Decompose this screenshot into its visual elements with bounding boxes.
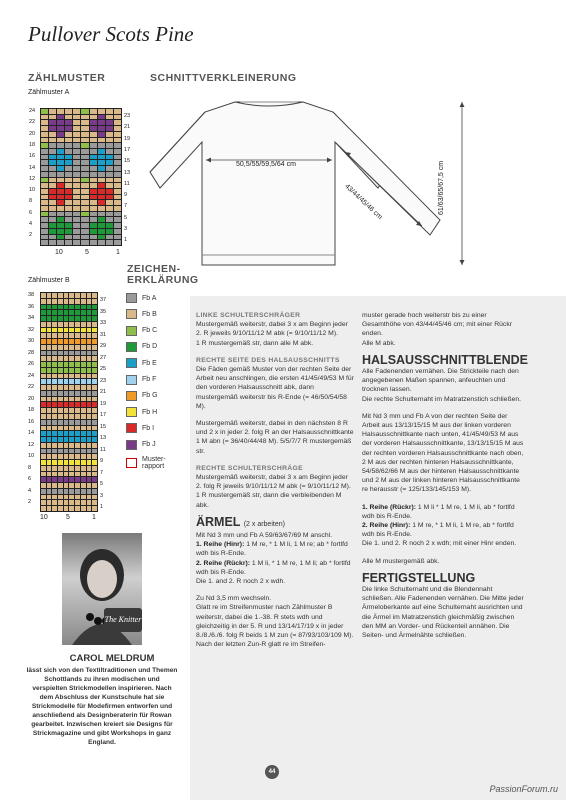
legend-item — [126, 440, 156, 450]
chart-b-col-10: 10 — [40, 514, 48, 521]
finishing-heading: FERTIGSTELLUNG — [362, 570, 476, 585]
row-number: 14 — [28, 430, 35, 436]
sleeve-row1-label: 1. Reihe (Hinr): — [196, 541, 245, 549]
row-number: 26 — [28, 361, 35, 367]
chart-a-col-1: 1 — [116, 249, 120, 256]
row-number: 37 — [100, 297, 107, 303]
sleeve-heading-note: (2 x arbeiten) — [243, 520, 285, 528]
row-number: 3 — [100, 492, 104, 499]
sleeve-bind-off: Alle M abk. — [362, 339, 396, 347]
row-number: 13 — [124, 169, 131, 176]
legend-swatch — [126, 440, 137, 450]
row-number: 19 — [100, 400, 107, 407]
legend-item — [126, 309, 157, 319]
legend-item — [126, 358, 157, 368]
legend-heading-line1: ZEICHEN- — [127, 263, 181, 275]
sleeve-heading-text: ÄRMEL — [196, 514, 241, 529]
legend-item — [126, 456, 166, 470]
row-number: 10 — [28, 453, 35, 459]
row-number: 33 — [100, 320, 107, 326]
legend-item — [126, 293, 156, 303]
sleeve-cast-on: Mit Nd 3 mm und Fb A 59/63/67/69 M anschl. — [196, 532, 333, 540]
instructions-column-1 — [196, 311, 354, 658]
row-number: 17 — [124, 146, 131, 153]
neckband-pickup: Mit Nd 3 mm und Fb A von der rechten Seite der Arbeit aus 13/13/15/15 M aus der linken vorderen Halsausschnittkante nach unten, 41/45/49/53 M aus der vorderen Halsausschnittkante, 13/13/15/15 M aus der rechten vorderen Halsausschnittkante nach oben, 2 M aus der rechten hinteren Halsausschnittkante, 54/58/62/66 M aus der hinteren Halsausschnittkante und 2 M aus der linken hinteren Halsausschnittkante re herausstr (= 125/133/145/153 M). — [362, 412, 524, 494]
schematic-heading: SCHNITTVERKLEINERUNG — [150, 72, 297, 84]
chart-a-col-10: 10 — [55, 249, 63, 256]
right-neck-heading: RECHTE SEITE DES HALSAUSSCHNITTS — [196, 356, 340, 364]
knitter-badge: The Knitter — [104, 608, 142, 632]
row-number: 12 — [28, 441, 35, 448]
neckband-row2-label: 2. Reihe (Hinr): — [362, 522, 411, 530]
row-number: 19 — [124, 135, 131, 142]
row-number: 24 — [29, 108, 36, 114]
right-neck-text-2: Mustergemäß weiterstr, dabei in den nächsten 8 R und 2 x in jeder 2. folg R an der Halsausschnittkante 1 M abn (= 36/40/44/48 M). 5/5/7/7 R mustergemäß str. — [196, 420, 354, 455]
sleeve-continue: Nach der letzten Zun-R glatt re im Streifen- — [196, 641, 326, 649]
legend-label: Muster- rapport — [142, 456, 166, 470]
right-shoulder-text: Mustergemäß weiterstr, dabei 3 x am Beginn jeder 2. folg R jeweils 9/10/11/12 M abk (= 9/10/11/12 M). — [196, 474, 351, 491]
chart-a-grid — [40, 108, 122, 246]
row-number: 2 — [29, 232, 33, 239]
row-number: 12 — [29, 175, 36, 182]
chart-a-col-5: 5 — [85, 249, 89, 256]
row-number: 4 — [28, 487, 32, 494]
row-number: 24 — [28, 372, 35, 379]
row-number: 34 — [28, 315, 35, 321]
row-number: 7 — [100, 469, 104, 476]
legend-item — [126, 326, 157, 336]
row-number: 11 — [124, 180, 130, 187]
legend-swatch — [126, 293, 137, 303]
row-number: 2 — [28, 499, 32, 505]
chart-a-label: Zählmuster A — [28, 89, 70, 96]
left-shoulder-text: Mustergemäß weiterstr, dabei 3 x am Beginn jeder 2. R jeweils 9/10/11/12 M abk (= 9/10/11/12 M). — [196, 321, 348, 338]
finishing-text: Die linke Schulternaht und die Blendennaht schließen. Alle Fadenenden vernähen. Die Mitte jeder Ärmeloberkante auf eine Schulternaht ausrichten und die Ärmel im Matratzenstich gleichmäßig zwischen den MM an Vorder- und Rückenteil annähen. Die Seiten- und Ärmelnähte schließen. — [362, 586, 524, 640]
chart-b-grid — [40, 292, 98, 512]
row-number: 16 — [28, 418, 35, 425]
schematic-sleeve-label: 43/44/45/46 cm — [343, 183, 384, 222]
sweater-schematic — [140, 80, 470, 270]
row-number: 32 — [28, 326, 35, 333]
row-number: 21 — [124, 124, 131, 131]
legend-item — [126, 391, 158, 401]
sleeve-row2-label: 2. Reihe (Rückr): — [196, 559, 251, 567]
row-number: 16 — [29, 153, 36, 160]
row-number: 28 — [28, 349, 35, 356]
row-number: 15 — [100, 423, 107, 430]
row-number: 6 — [29, 209, 33, 216]
watermark: PassionForum.ru — [489, 784, 558, 794]
page-number: 44 — [265, 765, 279, 779]
row-number: 25 — [100, 366, 107, 372]
instructions-column-2 — [362, 311, 528, 648]
row-number: 18 — [28, 407, 35, 413]
legend-swatch — [126, 407, 137, 417]
row-number: 9 — [100, 458, 104, 464]
neckband-heading: HALSAUSSCHNITTBLENDE — [362, 352, 528, 367]
designer-bio: lässt sich von den Textiltraditionen und Themen Schottlands zu ihren modischen und verspielten Strickmodellen inspirieren. Nach dem Abschluss der Kunstschule hat sie Strickmodelle für Modefirmen entworfen und anschließend als Designberaterin für Rowan gearbeitet. Inzwischen kreiert sie Designs für Strickmagazine und gibt Workshops in ganz England. — [26, 667, 178, 746]
legend-label: Fb I — [142, 424, 155, 432]
row-number: 23 — [124, 113, 131, 119]
row-number: 20 — [28, 395, 35, 402]
left-shoulder-text-2: 1 R mustergemäß str, dann alle M abk. — [196, 339, 314, 347]
sleeve-row2: 1 M li, * 1 M re, 1 M li; ab * fortlfd wdh bis R-Ende. — [196, 559, 351, 576]
row-number: 35 — [100, 308, 107, 315]
legend-swatch — [126, 309, 137, 319]
row-number: 11 — [100, 446, 106, 453]
schematic-width-label: 50,5/55/59,5/64 cm — [236, 161, 296, 168]
sleeve-needle-change: Zu Nd 3,5 mm wechseln. — [196, 595, 272, 603]
row-number: 17 — [100, 412, 107, 418]
sleeve-increase: Glatt re im Streifenmuster nach Zählmuster B weiterstr, dabei die 1.-38. R stets wdh und gleichzeitig in der 5. R und 13/14/17/19 x in jeder 8./8./6./6. folg R beids 1 M zun (= 87/93/103/109 M). — [196, 604, 354, 640]
chart-b-col-5: 5 — [66, 514, 70, 521]
page-title: Pullover Scots Pine — [28, 22, 194, 46]
row-number: 29 — [100, 343, 107, 349]
row-number: 9 — [124, 192, 128, 199]
legend-label: Fb H — [142, 408, 158, 416]
legend-item — [126, 342, 157, 352]
row-number: 8 — [29, 198, 33, 205]
row-number: 15 — [124, 158, 131, 165]
designer-name: CAROL MELDRUM — [69, 653, 155, 664]
legend-label: Fb G — [142, 392, 158, 400]
row-number: 1 — [124, 237, 128, 244]
legend-item — [126, 423, 154, 433]
legend-label: Fb J — [142, 441, 156, 449]
legend-item — [126, 375, 156, 385]
row-number: 6 — [28, 476, 32, 482]
row-number: 14 — [29, 164, 36, 171]
sleeve-row1: 1 M re, * 1 M li, 1 M re; ab * fortlfd wdh bis R-Ende. — [196, 541, 348, 558]
neckband-repeat: Die 1. und 2. R noch 2 x wdh; mit einer Hinr enden. — [362, 540, 517, 548]
sleeve-repeat: Die 1. and 2. R noch 2 x wdh. — [196, 578, 286, 586]
row-number: 20 — [29, 130, 36, 137]
left-shoulder-heading: LINKE SCHULTERSCHRÄGER — [196, 312, 301, 319]
row-number: 4 — [29, 221, 33, 227]
right-shoulder-heading: RECHTE SCHULTERSCHRÄGE — [196, 464, 303, 472]
neckband-bind-off: Alle M mustergemäß abk. — [362, 557, 440, 565]
row-number: 22 — [28, 384, 35, 390]
legend-label: Fb B — [142, 310, 157, 318]
chart-b-label: Zählmuster B — [28, 277, 70, 284]
legend-swatch — [126, 391, 137, 401]
row-number: 31 — [100, 331, 107, 338]
legend-label: Fb F — [142, 376, 157, 383]
sleeve-heading — [196, 514, 354, 529]
right-neck-text: Die Fäden gemäß Muster von der rechten Seite der Arbeit neu anschlingen, die ersten 41/45/49/53 M für den vorderen Halsausschnitt abk, dann mustergemäß weiterstr bis R-Ende (= 46/50/54/58 M). — [196, 366, 354, 410]
neckband-text-2: Die rechte Schulternaht im Matratzenstich schließen. — [362, 395, 522, 403]
neckband-text: Alle Fadenenden vernähen. Die Strickteile nach den angegebenen Maßen spannen, anfeuchten und trocknen lassen. — [362, 368, 519, 394]
legend-swatch — [126, 458, 137, 468]
legend-swatch — [126, 375, 137, 385]
row-number: 3 — [124, 226, 128, 232]
legend-swatch — [126, 423, 137, 433]
sleeve-end-text: muster gerade hoch weiterstr bis zu einer Gesamthöhe von 43/44/45/46 cm; mit einer Rückr enden. — [362, 312, 512, 338]
row-number: 1 — [100, 504, 104, 510]
legend-heading-line2: ERKLÄRUNG — [127, 274, 199, 286]
legend-swatch — [126, 342, 137, 352]
neckband-row1-label: 1. Reihe (Rückr): — [362, 503, 417, 511]
row-number: 38 — [28, 292, 35, 298]
legend-item — [126, 407, 157, 417]
right-shoulder-text-2: 1 R mustergemäß str, dann die verbleibenden M abk. — [196, 492, 342, 509]
row-number: 7 — [124, 203, 128, 210]
chart-b-col-1: 1 — [92, 514, 96, 521]
charts-heading: ZÄHLMUSTER — [28, 72, 106, 84]
row-number: 23 — [100, 377, 107, 384]
legend-label: Fb E — [142, 359, 157, 367]
row-number: 21 — [100, 389, 107, 395]
legend-label: Fb D — [142, 343, 158, 351]
row-number: 30 — [28, 338, 35, 344]
row-number: 10 — [29, 187, 36, 194]
row-number: 27 — [100, 354, 107, 361]
row-number: 36 — [28, 303, 35, 310]
neckband-row2: 1 M re, * 1 M li, 1 M re, ab * fortlfd wdh bis R-Ende. — [362, 522, 514, 539]
row-number: 8 — [28, 464, 32, 471]
neckband-row1: 1 M li * 1 M re, 1 M li, ab * fortlfd wdh bis R-Ende. — [362, 503, 515, 520]
legend-swatch — [126, 326, 137, 336]
row-number: 22 — [29, 119, 36, 126]
row-number: 18 — [29, 141, 36, 148]
row-number: 5 — [124, 214, 128, 221]
row-number: 5 — [100, 481, 104, 487]
legend-label: Fb A — [142, 294, 157, 302]
legend-swatch — [126, 358, 137, 368]
legend-label: Fb C — [142, 327, 158, 335]
row-number: 13 — [100, 435, 107, 441]
schematic-length-label: 61/63/65/67,5 cm — [438, 160, 445, 215]
